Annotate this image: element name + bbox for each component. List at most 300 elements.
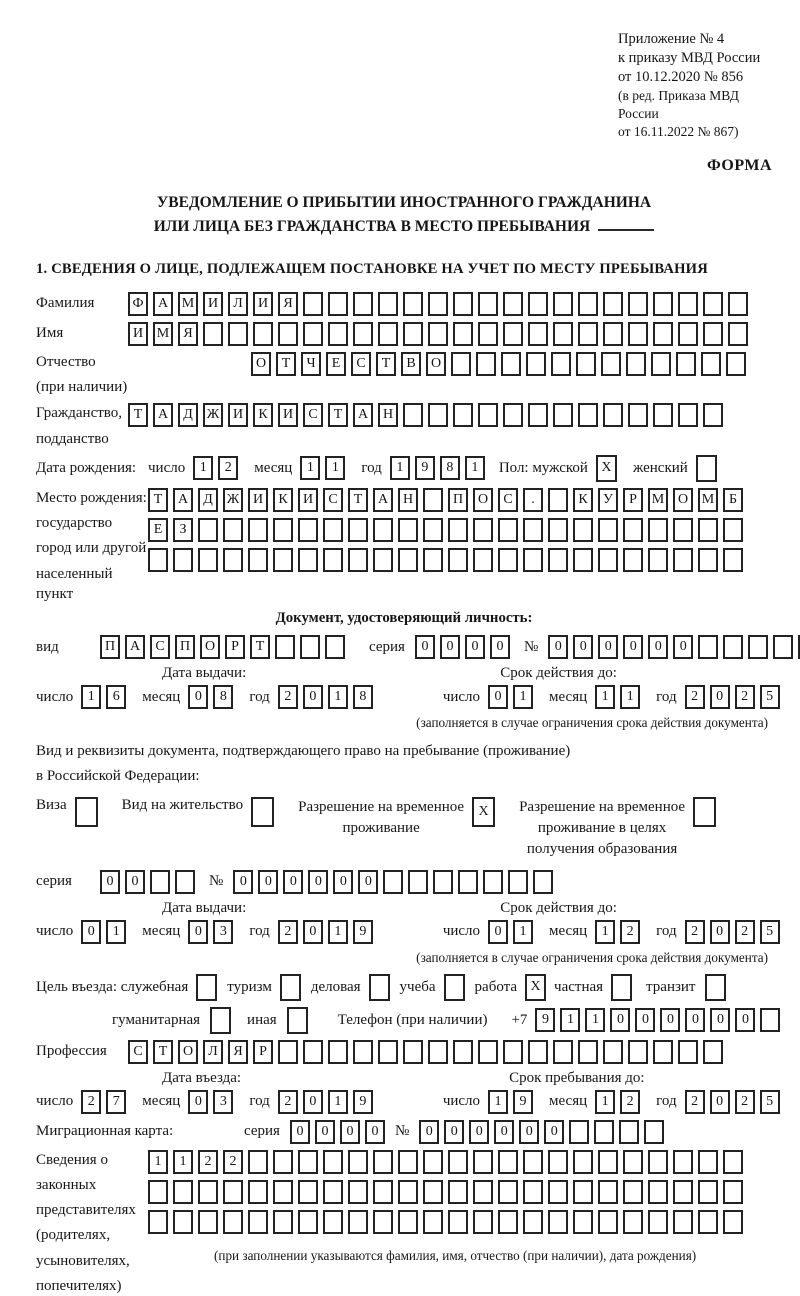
char-cell[interactable]: [403, 1040, 423, 1064]
char-cell[interactable]: [728, 322, 748, 346]
char-cell[interactable]: [348, 548, 368, 572]
char-cell[interactable]: 2: [278, 685, 298, 709]
char-cell[interactable]: [723, 518, 743, 542]
char-cell[interactable]: [523, 548, 543, 572]
char-cell[interactable]: [373, 1150, 393, 1174]
char-cell[interactable]: [503, 292, 523, 316]
char-cell[interactable]: [273, 548, 293, 572]
char-cell[interactable]: [601, 352, 621, 376]
char-cell[interactable]: 2: [735, 1090, 755, 1114]
char-cell[interactable]: [673, 1150, 693, 1174]
char-cell[interactable]: 1: [595, 920, 615, 944]
char-cell[interactable]: [723, 635, 743, 659]
char-cell[interactable]: Ж: [203, 403, 223, 427]
char-cell[interactable]: [173, 1180, 193, 1204]
char-cell[interactable]: [398, 1210, 418, 1234]
char-cell[interactable]: [473, 1210, 493, 1234]
char-cell[interactable]: [273, 518, 293, 542]
char-cell[interactable]: [578, 403, 598, 427]
char-cell[interactable]: [760, 1008, 780, 1032]
char-cell[interactable]: С: [150, 635, 170, 659]
char-cell[interactable]: Т: [276, 352, 296, 376]
char-cell[interactable]: [298, 1150, 318, 1174]
char-cell[interactable]: 0: [494, 1120, 514, 1144]
char-cell[interactable]: И: [203, 292, 223, 316]
char-cell[interactable]: [298, 518, 318, 542]
char-cell[interactable]: [448, 548, 468, 572]
char-cell[interactable]: [150, 870, 170, 894]
char-cell[interactable]: 0: [710, 685, 730, 709]
char-cell[interactable]: [698, 548, 718, 572]
char-cell[interactable]: [723, 1210, 743, 1234]
char-cell[interactable]: [353, 292, 373, 316]
char-cell[interactable]: Л: [228, 292, 248, 316]
char-cell[interactable]: [398, 548, 418, 572]
char-cell[interactable]: 1: [173, 1150, 193, 1174]
char-cell[interactable]: К: [253, 403, 273, 427]
char-cell[interactable]: [726, 352, 746, 376]
char-cell[interactable]: [748, 635, 768, 659]
char-cell[interactable]: [603, 1040, 623, 1064]
char-cell[interactable]: [698, 635, 718, 659]
char-cell[interactable]: Н: [378, 403, 398, 427]
char-cell[interactable]: 1: [513, 920, 533, 944]
char-cell[interactable]: 2: [223, 1150, 243, 1174]
char-cell[interactable]: [528, 1040, 548, 1064]
char-cell[interactable]: 0: [365, 1120, 385, 1144]
char-cell[interactable]: [703, 1040, 723, 1064]
char-cell[interactable]: [678, 403, 698, 427]
char-cell[interactable]: 9: [513, 1090, 533, 1114]
char-cell[interactable]: [373, 548, 393, 572]
char-cell[interactable]: [148, 1210, 168, 1234]
char-cell[interactable]: [298, 1210, 318, 1234]
char-cell[interactable]: И: [278, 403, 298, 427]
char-cell[interactable]: [298, 1180, 318, 1204]
char-cell[interactable]: Т: [250, 635, 270, 659]
char-cell[interactable]: 0: [710, 1008, 730, 1032]
char-cell[interactable]: [528, 403, 548, 427]
char-cell[interactable]: [444, 974, 465, 1001]
char-cell[interactable]: К: [273, 488, 293, 512]
char-cell[interactable]: [323, 548, 343, 572]
char-cell[interactable]: 5: [760, 920, 780, 944]
char-cell[interactable]: [498, 1210, 518, 1234]
char-cell[interactable]: [503, 403, 523, 427]
char-cell[interactable]: X: [472, 797, 495, 827]
char-cell[interactable]: М: [153, 322, 173, 346]
char-cell[interactable]: [223, 1180, 243, 1204]
char-cell[interactable]: [553, 292, 573, 316]
char-cell[interactable]: [198, 548, 218, 572]
char-cell[interactable]: [373, 1180, 393, 1204]
char-cell[interactable]: [478, 1040, 498, 1064]
char-cell[interactable]: [698, 1210, 718, 1234]
char-cell[interactable]: И: [248, 488, 268, 512]
char-cell[interactable]: 0: [440, 635, 460, 659]
char-cell[interactable]: [703, 322, 723, 346]
char-cell[interactable]: 0: [710, 920, 730, 944]
char-cell[interactable]: С: [498, 488, 518, 512]
char-cell[interactable]: [473, 548, 493, 572]
char-cell[interactable]: Д: [198, 488, 218, 512]
char-cell[interactable]: [498, 548, 518, 572]
char-cell[interactable]: 7: [106, 1090, 126, 1114]
char-cell[interactable]: [678, 292, 698, 316]
char-cell[interactable]: [498, 1150, 518, 1174]
char-cell[interactable]: [653, 322, 673, 346]
char-cell[interactable]: 1: [595, 685, 615, 709]
char-cell[interactable]: С: [323, 488, 343, 512]
char-cell[interactable]: [348, 1180, 368, 1204]
char-cell[interactable]: [303, 292, 323, 316]
char-cell[interactable]: [248, 1210, 268, 1234]
char-cell[interactable]: [594, 1120, 614, 1144]
char-cell[interactable]: [623, 1210, 643, 1234]
char-cell[interactable]: [248, 1150, 268, 1174]
char-cell[interactable]: [598, 548, 618, 572]
char-cell[interactable]: 2: [620, 920, 640, 944]
char-cell[interactable]: А: [153, 403, 173, 427]
char-cell[interactable]: 0: [548, 635, 568, 659]
char-cell[interactable]: 0: [315, 1120, 335, 1144]
char-cell[interactable]: [273, 1150, 293, 1174]
char-cell[interactable]: [328, 292, 348, 316]
char-cell[interactable]: [198, 1210, 218, 1234]
char-cell[interactable]: 0: [465, 635, 485, 659]
char-cell[interactable]: [473, 518, 493, 542]
char-cell[interactable]: [648, 548, 668, 572]
char-cell[interactable]: 0: [415, 635, 435, 659]
char-cell[interactable]: 2: [278, 920, 298, 944]
char-cell[interactable]: [573, 1210, 593, 1234]
char-cell[interactable]: М: [648, 488, 668, 512]
char-cell[interactable]: 1: [148, 1150, 168, 1174]
char-cell[interactable]: З: [173, 518, 193, 542]
char-cell[interactable]: [503, 322, 523, 346]
char-cell[interactable]: [578, 1040, 598, 1064]
char-cell[interactable]: [478, 292, 498, 316]
char-cell[interactable]: 0: [488, 920, 508, 944]
char-cell[interactable]: [673, 1180, 693, 1204]
char-cell[interactable]: 2: [218, 456, 238, 480]
char-cell[interactable]: 0: [358, 870, 378, 894]
char-cell[interactable]: [423, 518, 443, 542]
char-cell[interactable]: 0: [573, 635, 593, 659]
char-cell[interactable]: С: [351, 352, 371, 376]
char-cell[interactable]: [569, 1120, 589, 1144]
char-cell[interactable]: 2: [735, 685, 755, 709]
char-cell[interactable]: 0: [333, 870, 353, 894]
char-cell[interactable]: [303, 322, 323, 346]
char-cell[interactable]: [298, 548, 318, 572]
char-cell[interactable]: [573, 1150, 593, 1174]
char-cell[interactable]: 0: [308, 870, 328, 894]
char-cell[interactable]: [248, 548, 268, 572]
char-cell[interactable]: [453, 403, 473, 427]
char-cell[interactable]: [678, 322, 698, 346]
char-cell[interactable]: [203, 322, 223, 346]
char-cell[interactable]: .: [523, 488, 543, 512]
char-cell[interactable]: 1: [106, 920, 126, 944]
char-cell[interactable]: [325, 635, 345, 659]
char-cell[interactable]: Т: [328, 403, 348, 427]
char-cell[interactable]: Б: [723, 488, 743, 512]
char-cell[interactable]: [448, 518, 468, 542]
char-cell[interactable]: Ф: [128, 292, 148, 316]
char-cell[interactable]: [508, 870, 528, 894]
char-cell[interactable]: [378, 292, 398, 316]
char-cell[interactable]: [196, 974, 217, 1001]
char-cell[interactable]: 5: [760, 1090, 780, 1114]
char-cell[interactable]: [673, 1210, 693, 1234]
char-cell[interactable]: [408, 870, 428, 894]
char-cell[interactable]: 1: [328, 1090, 348, 1114]
char-cell[interactable]: 9: [415, 456, 435, 480]
char-cell[interactable]: [623, 1150, 643, 1174]
char-cell[interactable]: [398, 1150, 418, 1174]
char-cell[interactable]: 0: [735, 1008, 755, 1032]
char-cell[interactable]: [428, 1040, 448, 1064]
char-cell[interactable]: [198, 518, 218, 542]
char-cell[interactable]: X: [525, 974, 546, 1001]
char-cell[interactable]: [623, 1180, 643, 1204]
char-cell[interactable]: [423, 488, 443, 512]
char-cell[interactable]: [448, 1180, 468, 1204]
char-cell[interactable]: Р: [623, 488, 643, 512]
char-cell[interactable]: [548, 1180, 568, 1204]
char-cell[interactable]: [573, 1180, 593, 1204]
char-cell[interactable]: [528, 322, 548, 346]
char-cell[interactable]: [673, 548, 693, 572]
char-cell[interactable]: [698, 1180, 718, 1204]
char-cell[interactable]: [548, 488, 568, 512]
char-cell[interactable]: [578, 322, 598, 346]
char-cell[interactable]: Р: [225, 635, 245, 659]
char-cell[interactable]: [501, 352, 521, 376]
char-cell[interactable]: [428, 403, 448, 427]
char-cell[interactable]: [448, 1150, 468, 1174]
char-cell[interactable]: [673, 518, 693, 542]
char-cell[interactable]: [623, 518, 643, 542]
char-cell[interactable]: А: [125, 635, 145, 659]
char-cell[interactable]: А: [173, 488, 193, 512]
char-cell[interactable]: Н: [398, 488, 418, 512]
char-cell[interactable]: [458, 870, 478, 894]
char-cell[interactable]: [628, 292, 648, 316]
char-cell[interactable]: [553, 403, 573, 427]
char-cell[interactable]: 0: [188, 1090, 208, 1114]
char-cell[interactable]: [228, 322, 248, 346]
char-cell[interactable]: [598, 1180, 618, 1204]
char-cell[interactable]: 0: [610, 1008, 630, 1032]
char-cell[interactable]: 0: [444, 1120, 464, 1144]
char-cell[interactable]: [651, 352, 671, 376]
char-cell[interactable]: [248, 518, 268, 542]
char-cell[interactable]: 0: [490, 635, 510, 659]
char-cell[interactable]: 0: [81, 920, 101, 944]
char-cell[interactable]: О: [426, 352, 446, 376]
char-cell[interactable]: [523, 1210, 543, 1234]
char-cell[interactable]: 0: [100, 870, 120, 894]
char-cell[interactable]: 1: [560, 1008, 580, 1032]
char-cell[interactable]: [273, 1210, 293, 1234]
char-cell[interactable]: [498, 1180, 518, 1204]
char-cell[interactable]: [323, 518, 343, 542]
char-cell[interactable]: [328, 322, 348, 346]
char-cell[interactable]: [280, 974, 301, 1001]
char-cell[interactable]: [705, 974, 726, 1001]
char-cell[interactable]: [573, 548, 593, 572]
char-cell[interactable]: И: [298, 488, 318, 512]
char-cell[interactable]: 1: [193, 456, 213, 480]
char-cell[interactable]: О: [673, 488, 693, 512]
char-cell[interactable]: 2: [81, 1090, 101, 1114]
char-cell[interactable]: Д: [178, 403, 198, 427]
char-cell[interactable]: 0: [303, 920, 323, 944]
char-cell[interactable]: 0: [519, 1120, 539, 1144]
char-cell[interactable]: 1: [300, 456, 320, 480]
char-cell[interactable]: У: [598, 488, 618, 512]
char-cell[interactable]: 0: [544, 1120, 564, 1144]
char-cell[interactable]: М: [178, 292, 198, 316]
char-cell[interactable]: [173, 548, 193, 572]
char-cell[interactable]: И: [128, 322, 148, 346]
char-cell[interactable]: [453, 322, 473, 346]
char-cell[interactable]: П: [100, 635, 120, 659]
char-cell[interactable]: [611, 974, 632, 1001]
char-cell[interactable]: 1: [328, 920, 348, 944]
char-cell[interactable]: 0: [469, 1120, 489, 1144]
char-cell[interactable]: 0: [488, 685, 508, 709]
char-cell[interactable]: 0: [635, 1008, 655, 1032]
char-cell[interactable]: 5: [760, 685, 780, 709]
char-cell[interactable]: [323, 1210, 343, 1234]
char-cell[interactable]: [210, 1007, 231, 1034]
char-cell[interactable]: [628, 1040, 648, 1064]
char-cell[interactable]: [423, 1180, 443, 1204]
char-cell[interactable]: [303, 1040, 323, 1064]
char-cell[interactable]: [353, 1040, 373, 1064]
char-cell[interactable]: [398, 518, 418, 542]
char-cell[interactable]: [548, 548, 568, 572]
char-cell[interactable]: [773, 635, 793, 659]
char-cell[interactable]: [175, 870, 195, 894]
char-cell[interactable]: О: [200, 635, 220, 659]
char-cell[interactable]: 0: [290, 1120, 310, 1144]
char-cell[interactable]: 2: [685, 685, 705, 709]
char-cell[interactable]: [148, 548, 168, 572]
char-cell[interactable]: Е: [326, 352, 346, 376]
char-cell[interactable]: [578, 292, 598, 316]
char-cell[interactable]: 2: [278, 1090, 298, 1114]
char-cell[interactable]: [523, 1180, 543, 1204]
char-cell[interactable]: 8: [440, 456, 460, 480]
char-cell[interactable]: 0: [419, 1120, 439, 1144]
char-cell[interactable]: 0: [598, 635, 618, 659]
char-cell[interactable]: [693, 797, 716, 827]
char-cell[interactable]: Т: [153, 1040, 173, 1064]
char-cell[interactable]: 0: [188, 920, 208, 944]
char-cell[interactable]: [423, 1150, 443, 1174]
char-cell[interactable]: [278, 322, 298, 346]
char-cell[interactable]: 3: [213, 920, 233, 944]
char-cell[interactable]: 1: [585, 1008, 605, 1032]
char-cell[interactable]: [628, 403, 648, 427]
char-cell[interactable]: 2: [198, 1150, 218, 1174]
char-cell[interactable]: 1: [81, 685, 101, 709]
char-cell[interactable]: [278, 1040, 298, 1064]
char-cell[interactable]: [703, 403, 723, 427]
char-cell[interactable]: [378, 322, 398, 346]
char-cell[interactable]: [453, 292, 473, 316]
char-cell[interactable]: Т: [348, 488, 368, 512]
char-cell[interactable]: [653, 1040, 673, 1064]
char-cell[interactable]: Л: [203, 1040, 223, 1064]
char-cell[interactable]: [198, 1180, 218, 1204]
char-cell[interactable]: [603, 322, 623, 346]
char-cell[interactable]: [348, 518, 368, 542]
char-cell[interactable]: [483, 870, 503, 894]
char-cell[interactable]: [498, 518, 518, 542]
char-cell[interactable]: [253, 322, 273, 346]
char-cell[interactable]: Ж: [223, 488, 243, 512]
char-cell[interactable]: 8: [353, 685, 373, 709]
char-cell[interactable]: 0: [233, 870, 253, 894]
char-cell[interactable]: 0: [258, 870, 278, 894]
char-cell[interactable]: 2: [735, 920, 755, 944]
char-cell[interactable]: [548, 1150, 568, 1174]
char-cell[interactable]: 0: [710, 1090, 730, 1114]
char-cell[interactable]: Я: [178, 322, 198, 346]
char-cell[interactable]: [453, 1040, 473, 1064]
char-cell[interactable]: [148, 1180, 168, 1204]
char-cell[interactable]: [598, 1150, 618, 1174]
char-cell[interactable]: [698, 1150, 718, 1174]
char-cell[interactable]: [576, 352, 596, 376]
char-cell[interactable]: [378, 1040, 398, 1064]
char-cell[interactable]: [553, 322, 573, 346]
char-cell[interactable]: [623, 548, 643, 572]
char-cell[interactable]: 1: [390, 456, 410, 480]
char-cell[interactable]: [348, 1210, 368, 1234]
char-cell[interactable]: А: [373, 488, 393, 512]
char-cell[interactable]: [369, 974, 390, 1001]
char-cell[interactable]: 2: [685, 920, 705, 944]
char-cell[interactable]: [383, 870, 403, 894]
char-cell[interactable]: X: [596, 455, 617, 482]
char-cell[interactable]: Я: [228, 1040, 248, 1064]
char-cell[interactable]: [223, 548, 243, 572]
char-cell[interactable]: [653, 292, 673, 316]
char-cell[interactable]: [723, 548, 743, 572]
char-cell[interactable]: 0: [340, 1120, 360, 1144]
char-cell[interactable]: 9: [353, 1090, 373, 1114]
char-cell[interactable]: 1: [325, 456, 345, 480]
char-cell[interactable]: [373, 518, 393, 542]
char-cell[interactable]: М: [698, 488, 718, 512]
char-cell[interactable]: [598, 1210, 618, 1234]
char-cell[interactable]: 9: [535, 1008, 555, 1032]
char-cell[interactable]: О: [473, 488, 493, 512]
char-cell[interactable]: 1: [465, 456, 485, 480]
char-cell[interactable]: [628, 322, 648, 346]
char-cell[interactable]: 1: [328, 685, 348, 709]
char-cell[interactable]: [275, 635, 295, 659]
char-cell[interactable]: [323, 1180, 343, 1204]
char-cell[interactable]: 0: [303, 685, 323, 709]
char-cell[interactable]: [448, 1210, 468, 1234]
